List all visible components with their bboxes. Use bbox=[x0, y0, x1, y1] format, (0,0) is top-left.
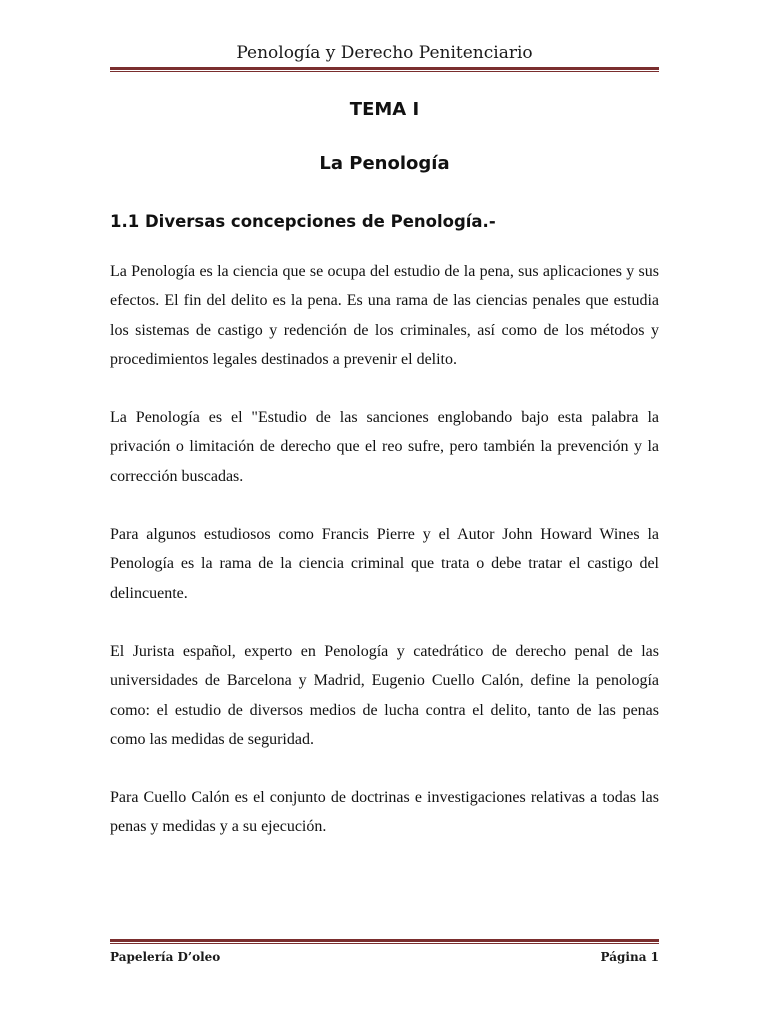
tema-title: TEMA I bbox=[349, 99, 420, 120]
page-footer bbox=[110, 947, 659, 967]
paragraph: Para algunos estudiosos como Francis Pierre y el Autor John Howard Wines la Penología es la rama de la ciencia criminal que trata o debe tratar el castigo del delincuente. bbox=[110, 526, 659, 602]
footer-rule bbox=[110, 939, 659, 946]
paragraph: La Penología es la ciencia que se ocupa del estudio de la pena, sus aplicaciones y sus efectos. El fin del delito es la pena. Es una rama de las ciencias penales que estudia los sistemas de castigo y redención de los criminales, así como de los métodos y procedimientos legales destinados a prevenir el delito. bbox=[110, 263, 659, 368]
paragraph: La Penología es el "Estudio de las sanciones englobando bajo esta palabra la privación o limitación de derecho que el reo sufre, pero también la prevención y la corrección buscadas. bbox=[110, 409, 659, 485]
footer-publisher: Papelería D’oleo bbox=[110, 950, 221, 964]
paragraph: Para Cuello Calón es el conjunto de doctrinas e investigaciones relativas a todas las penas y medidas y a su ejecución. bbox=[110, 789, 659, 836]
body-text bbox=[110, 257, 659, 871]
chapter-title: La Penología bbox=[319, 153, 450, 174]
paragraph: El Jurista español, experto en Penología y catedrático de derecho penal de las universidades de Barcelona y Madrid, Eugenio Cuello Calón, define la penología como: el estudio de diversos medios de lucha contra el delito, tanto de las penas como las medidas de seguridad. bbox=[110, 642, 659, 748]
section-heading: 1.1 Diversas concepciones de Penología.- bbox=[110, 212, 496, 231]
header-rule bbox=[110, 67, 659, 74]
footer-page-number: Página 1 bbox=[600, 950, 659, 964]
page-header-title: Penología y Derecho Penitenciario bbox=[236, 43, 533, 63]
